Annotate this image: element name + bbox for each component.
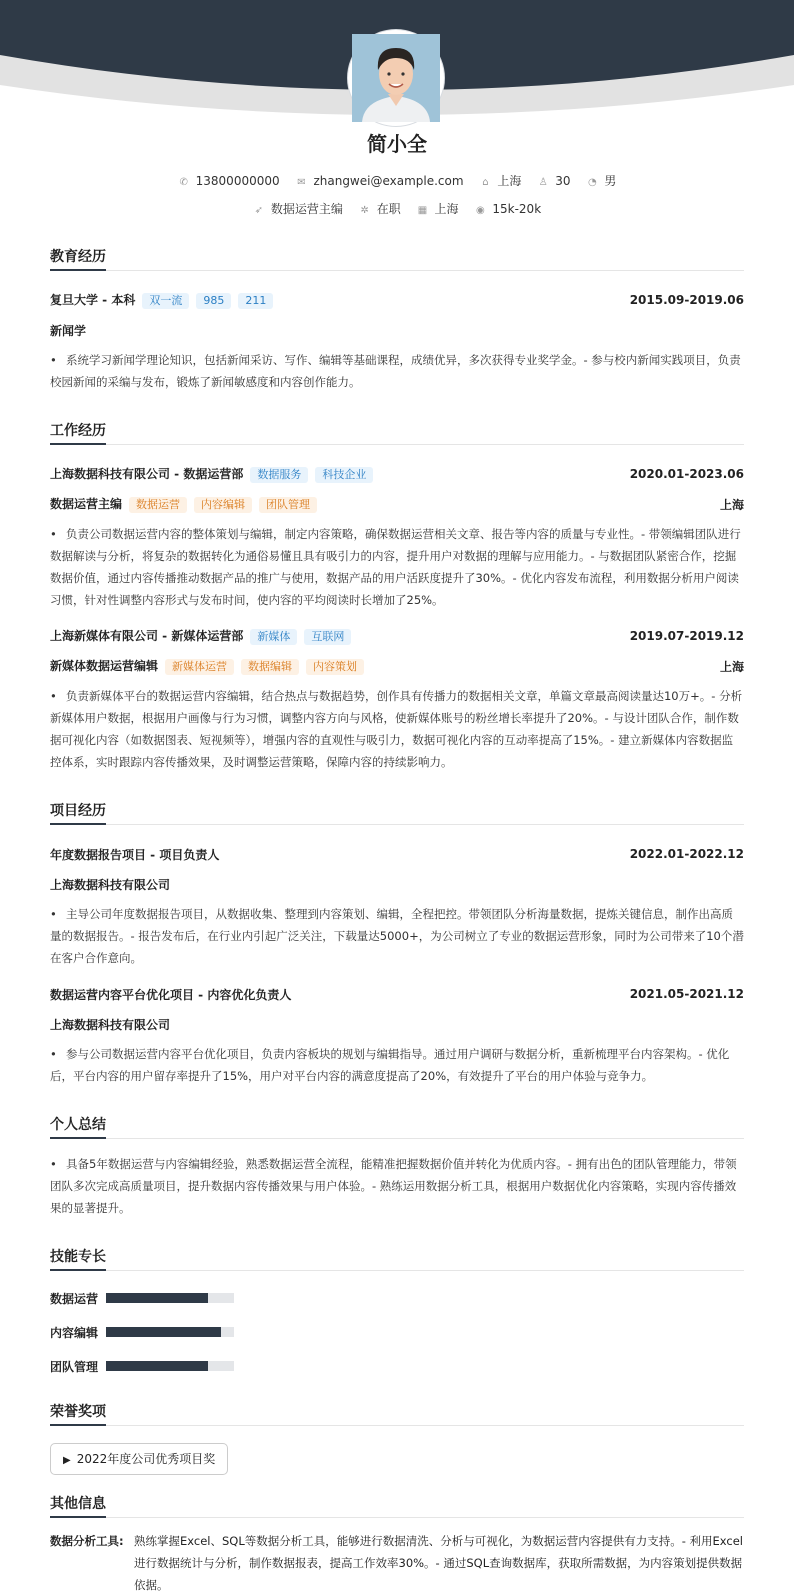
work-desc: • 负责公司数据运营内容的整体策划与编辑，制定内容策略，确保数据运营相关文章、报告等内容的质量与专业性。- 带领编辑团队进行数据解读与分析，将复杂的数据转化为通俗易懂且具有吸引力的内容，提升用户对数据的理解与应用能力。- 与数据团队紧密合作，挖掘数据价值，通过内容传播推动数据产品的推广与使用，数据产品的用户活跃度提升了30%。- 优化内容发布流程，利用数据分析用户阅读习惯，针对性调整内容形式与发布时间，使内容的平均阅读时长增加了25%。 (50, 527, 741, 607)
project-desc: • 主导公司年度数据报告项目，从数据收集、整理到内容策划、编辑，全程把控。带领团队分析海量数据，提炼关键信息，制作出高质量的数据报告。- 报告发布后，在行业内引起广泛关注，下载量达5000+，为公司树立了专业的数据运营形象，同时为公司带来了10个潜在客户合作意向。 (50, 907, 744, 965)
send-icon: ➶ (254, 205, 264, 216)
salary-text: 15k-20k (492, 202, 542, 216)
project-section (50, 800, 744, 1087)
company-tag: 新媒体 (250, 629, 297, 645)
age-icon: ♙ (538, 177, 548, 188)
project-org: 上海数据科技有限公司 (50, 877, 171, 892)
caret-right-icon: ▶ (63, 1455, 71, 1466)
work-role-row (50, 489, 744, 519)
school-tag: 985 (196, 293, 231, 309)
summary-section (50, 1114, 744, 1219)
project-name: 年度数据报告项目 - 项目负责人 (50, 847, 220, 862)
project-header (50, 979, 744, 1009)
skill-item (50, 1281, 402, 1315)
school-tag: 211 (238, 293, 273, 309)
skill-item (50, 1315, 402, 1349)
work-role-row (50, 651, 744, 681)
company-tag: 互联网 (304, 629, 351, 645)
section-title: 技能专长 (50, 1246, 744, 1271)
salary-icon: ◉ (476, 205, 485, 216)
status-text: 在职 (376, 202, 401, 216)
project-date: 2021.05-2021.12 (629, 987, 744, 1001)
project-date: 2022.01-2022.12 (629, 847, 744, 861)
email-item (295, 174, 463, 188)
intent-row (0, 200, 794, 217)
age-item (537, 174, 570, 188)
email-text: zhangwei@example.com (313, 174, 464, 188)
job-role: 新媒体数据运营编辑 (50, 659, 159, 673)
project-desc: • 参与公司数据运营内容平台优化项目，负责内容板块的规划与编辑指导。通过用户调研与数据分析，重新梳理平台内容架构。- 优化后，平台内容的用户留存率提升了15%，用户对平台内容的满意度提高了20%，有效提升了平台的用户体验与竞争力。 (50, 1047, 730, 1083)
summary-desc: • 具备5年数据运营与内容编辑经验，熟悉数据运营全流程，能精准把握数据价值并转化为优质内容。- 拥有出色的团队管理能力，带领团队多次完成高质量项目，提升数据内容传播效果与用户体验。- 熟练运用数据分析工具，根据用户数据优化内容策略，实现内容传播效果的显著提升。 (50, 1157, 737, 1215)
work-desc: • 负责新媒体平台的数据运营内容编辑，结合热点与数据趋势，创作具有传播力的数据相关文章，单篇文章最高阅读量达10万+。- 分析新媒体用户数据，根据用户画像与行为习惯，调整内容方向与风格，使新媒体账号的粉丝增长率提升了20%。- 与设计团队合作，制作数据可视化内容（如数据图表、短视频等），增强内容的直观性与吸引力，数据可视化内容的互动率提高了15%。- 建立新媒体内容数据监控体系，实时跟踪内容传播效果，及时调整运营策略，保障内容的持续影响力。 (50, 689, 743, 769)
skill-fill (106, 1361, 208, 1371)
skills-list (50, 1281, 744, 1383)
skill-fill (106, 1293, 208, 1303)
project-org: 上海数据科技有限公司 (50, 1017, 171, 1032)
age-text: 30 (555, 174, 571, 188)
other-label: 数据分析工具: (50, 1534, 124, 1548)
work-date: 2020.01-2023.06 (629, 467, 744, 481)
project-name: 数据运营内容平台优化项目 - 内容优化负责人 (50, 987, 292, 1002)
role-tag: 数据编辑 (241, 659, 299, 675)
company-name: 上海新媒体有限公司 - 新媒体运营部 (50, 629, 244, 643)
company-tag: 数据服务 (250, 467, 308, 483)
work-header (50, 621, 744, 651)
gender-icon: ◔ (587, 177, 597, 188)
major: 新闻学 (50, 323, 87, 338)
education-header (50, 285, 744, 315)
gender-text: 男 (604, 174, 617, 188)
home-icon: ⌂ (482, 177, 489, 188)
candidate-name: 简小全 (367, 132, 427, 156)
school-tag: 双一流 (142, 293, 189, 309)
work-header (50, 459, 744, 489)
other-row (50, 1530, 744, 1596)
section-title: 荣誉奖项 (50, 1401, 744, 1426)
role-text: 数据运营主编 (270, 202, 343, 216)
award-item[interactable]: ▶ 2022年度公司优秀项目奖 (50, 1443, 228, 1475)
building-icon: ▦ (417, 205, 428, 216)
skill-name: 团队管理 (50, 1359, 99, 1374)
education-date: 2015.09-2019.06 (629, 293, 744, 307)
section-title: 项目经历 (50, 800, 744, 825)
skill-name: 内容编辑 (50, 1325, 99, 1340)
role-tag: 内容编辑 (194, 497, 252, 513)
role-tag: 内容策划 (306, 659, 364, 675)
salary-item (474, 202, 541, 216)
job-role: 数据运营主编 (50, 497, 123, 511)
work-city: 上海 (719, 659, 744, 674)
role-item (253, 200, 343, 217)
role-tag: 新媒体运营 (165, 659, 234, 675)
section-title: 工作经历 (50, 420, 744, 445)
section-title: 个人总结 (50, 1114, 744, 1139)
status-item (359, 200, 401, 217)
skill-bar (106, 1361, 234, 1371)
work-city-text: 上海 (434, 202, 459, 216)
work-city: 上海 (719, 497, 744, 512)
awards-section (50, 1401, 744, 1475)
project-header (50, 839, 744, 869)
education-desc: • 系统学习新闻学理论知识，包括新闻采访、写作、编辑等基础课程，成绩优异，多次获得专业奖学金。- 参与校内新闻实践项目，负责校园新闻的采编与发布，锻炼了新闻敏感度和内容创作能力。 (50, 353, 741, 389)
work-city-item (417, 200, 459, 217)
school-name: 复旦大学 - 本科 (50, 293, 136, 307)
skill-bar (106, 1293, 234, 1303)
phone-icon: ✆ (179, 177, 188, 188)
work-date: 2019.07-2019.12 (629, 629, 744, 643)
company-tag: 科技企业 (315, 467, 373, 483)
phone-text: 13800000000 (195, 174, 280, 188)
contact-row (0, 172, 794, 189)
section-title: 其他信息 (50, 1493, 744, 1518)
mail-icon: ✉ (297, 177, 306, 188)
skill-name: 数据运营 (50, 1291, 99, 1306)
work-section (50, 420, 744, 773)
education-section (50, 246, 744, 393)
skill-item (50, 1349, 402, 1383)
avatar (348, 30, 444, 126)
section-title: 教育经历 (50, 246, 744, 271)
other-section (50, 1493, 744, 1596)
skill-fill (106, 1327, 221, 1337)
role-tag: 数据运营 (129, 497, 187, 513)
other-desc: 熟练掌握Excel、SQL等数据分析工具，能够进行数据清洗、分析与可视化，为数据运营内容提供有力支持。- 利用Excel进行数据统计与分析，制作数据报表，提高工作效率30%。- 通过SQL查询数据库，获取所需数据，为内容策划提供数据依据。 (134, 1534, 743, 1592)
phone-item (178, 174, 280, 188)
role-tag: 团队管理 (259, 497, 317, 513)
city-item (479, 172, 521, 189)
resume-body (50, 246, 744, 1596)
skills-section (50, 1246, 744, 1383)
status-icon: ✲ (360, 205, 369, 216)
skill-bar (106, 1327, 234, 1337)
city-text: 上海 (497, 174, 522, 188)
gender-item (586, 172, 616, 189)
company-name: 上海数据科技有限公司 - 数据运营部 (50, 467, 244, 481)
